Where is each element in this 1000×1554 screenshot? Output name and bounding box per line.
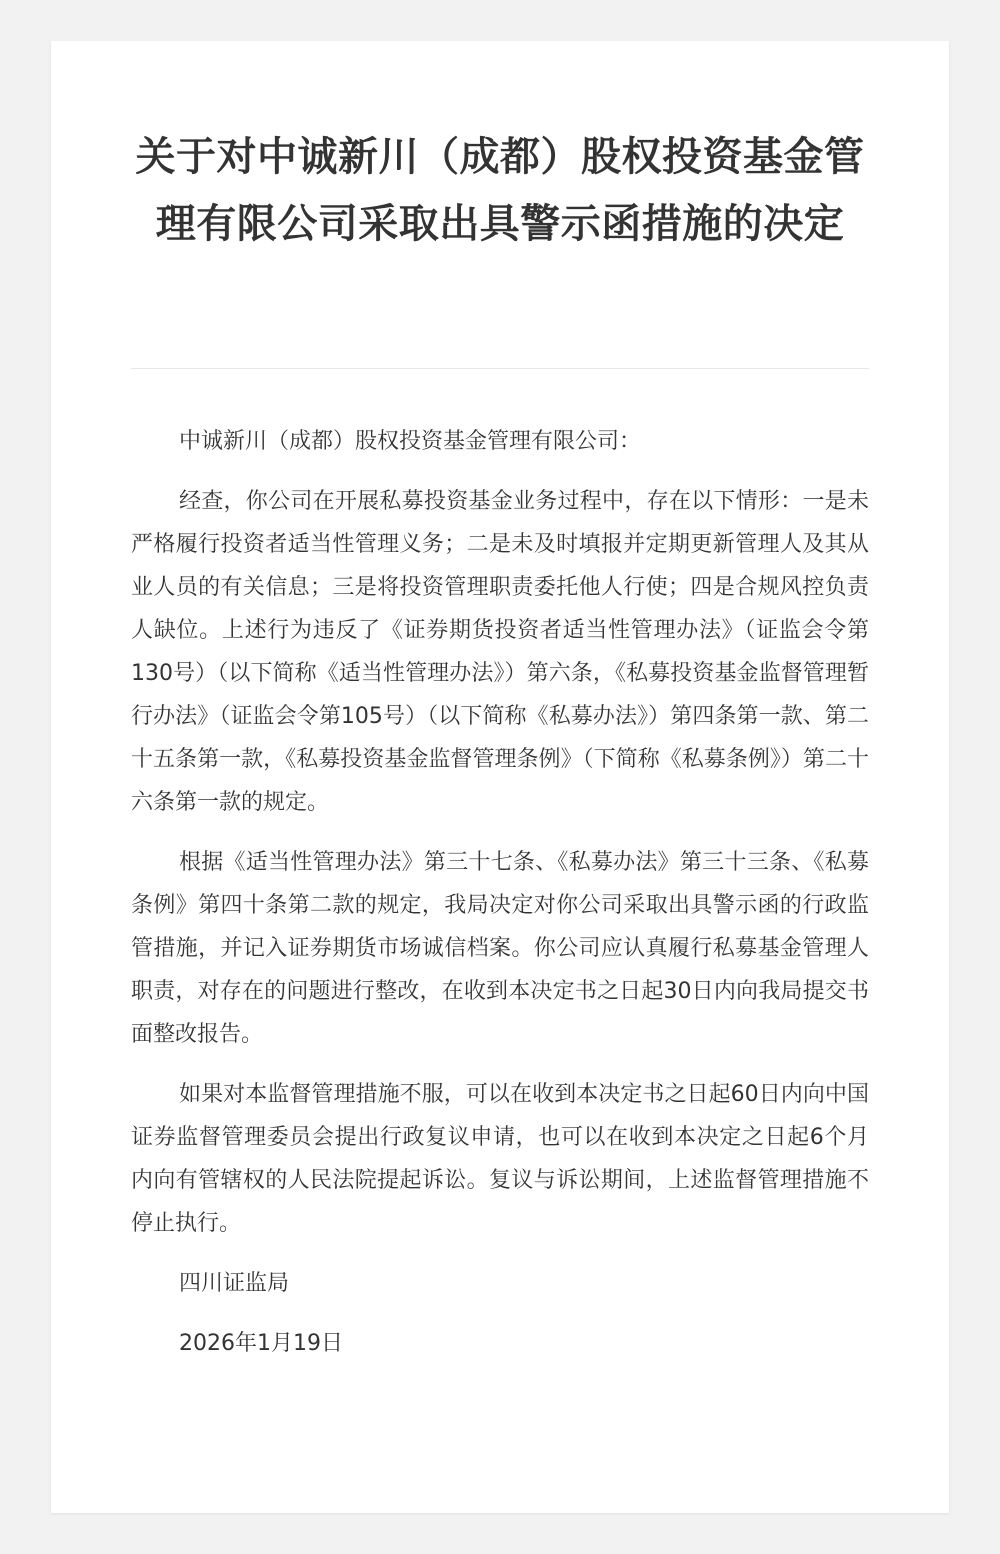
issue-date: 2026年1月19日 — [179, 1331, 343, 1356]
paragraph-appeal: 如果对本监督管理措施不服，可以在收到本决定书之日起60日内向中国证券监督管理委员会提出行政复议申请，也可以在收到本决定之日起6个月内向有管辖权的人民法院提起诉讼。复议与诉讼期间，上述监督管理措施不停止执行。 — [131, 1082, 869, 1236]
paragraph-decision: 根据《适当性管理办法》第三十七条、《私募办法》第三十三条、《私募条例》第四十条第二款的规定，我局决定对你公司采取出具警示函的行政监管措施，并记入证券期货市场诚信档案。你公司应认真履行私募基金管理人职责，对存在的问题进行整改，在收到本决定书之日起30日内向我局提交书面整改报告。 — [131, 850, 869, 1047]
paragraph-findings: 经查，你公司在开展私募投资基金业务过程中，存在以下情形：一是未严格履行投资者适当性管理义务；二是未及时填报并定期更新管理人及其从业人员的有关信息；三是将投资管理职责委托他人行使；四是合规风控负责人缺位。上述行为违反了《证券期货投资者适当性管理办法》（证监会令第130号）（以下简称《适当性管理办法》）第六条，《私募投资基金监督管理暂行办法》（证监会令第105号）（以下简称《私募办法》）第四条第一款、第二十五条第一款，《私募投资基金监督管理条例》（下简称《私募条例》）第二十六条第一款的规定。 — [131, 489, 869, 815]
document-card — [51, 41, 949, 1513]
salutation: 中诚新川（成都）股权投资基金管理有限公司： — [179, 429, 642, 454]
document-body — [131, 420, 869, 1382]
issuer-name: 四川证监局 — [179, 1271, 290, 1296]
title-divider — [131, 368, 869, 369]
document-title: 关于对中诚新川（成都）股权投资基金管理有限公司采取出具警示函措施的决定 — [135, 134, 865, 247]
